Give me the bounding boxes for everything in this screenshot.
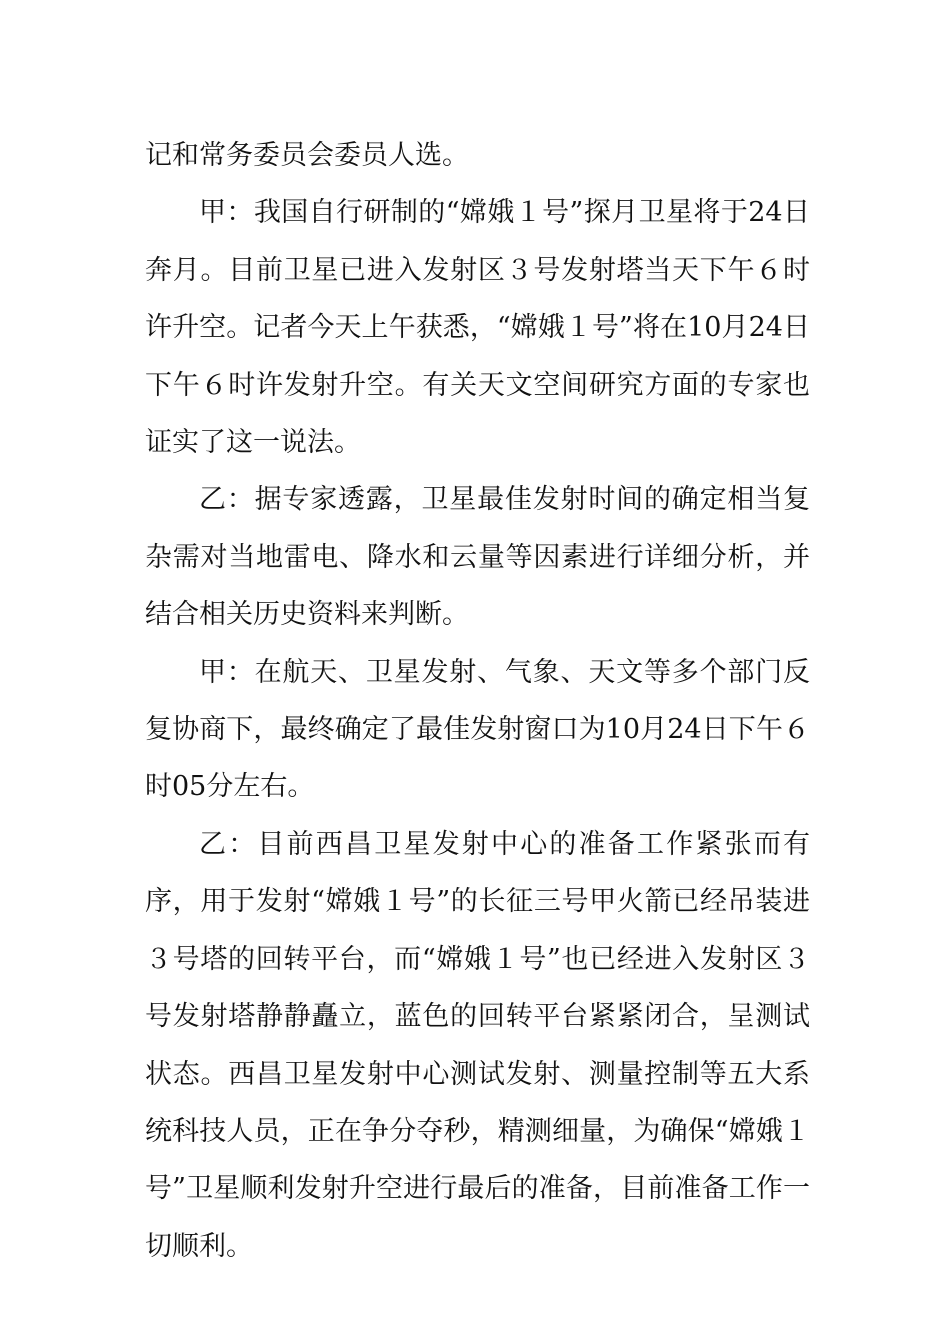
paragraph-jia-launch-news: 甲：我国自行研制的“嫦娥１号”探月卫星将于24日奔月。目前卫星已进入发射区３号发射塔当天下午６时许升空。记者今天上午获悉，“嫦娥１号”将在10月24日下午６时许发射升空。有关天文空间研究方面的专家也证实了这一说法。	[145, 197, 810, 459]
paragraph-jia-launch-window: 甲：在航天、卫星发射、气象、天文等多个部门反复协商下，最终确定了最佳发射窗口为10月24日下午６时05分左右。	[145, 656, 810, 803]
paragraph-continuation: 记和常务委员会委员人选。	[145, 140, 469, 171]
paragraph-yi-preparation: 乙：目前西昌卫星发射中心的准备工作紧张而有序，用于发射“嫦娥１号”的长征三号甲火箭已经吊装进３号塔的回转平台，而“嫦娥１号”也已经进入发射区３号发射塔静静矗立，蓝色的回转平台紧紧闭合，呈测试状态。西昌卫星发射中心测试发射、测量控制等五大系统科技人员，正在争分夺秒，精测细量，为确保“嫦娥１号”卫星顺利发射升空进行最后的准备，目前准备工作一切顺利。	[145, 828, 810, 1262]
document-body	[145, 127, 810, 1275]
paragraph-yi-expert-analysis: 乙：据专家透露，卫星最佳发射时间的确定相当复杂需对当地雷电、降水和云量等因素进行详细分析，并结合相关历史资料来判断。	[145, 484, 810, 631]
